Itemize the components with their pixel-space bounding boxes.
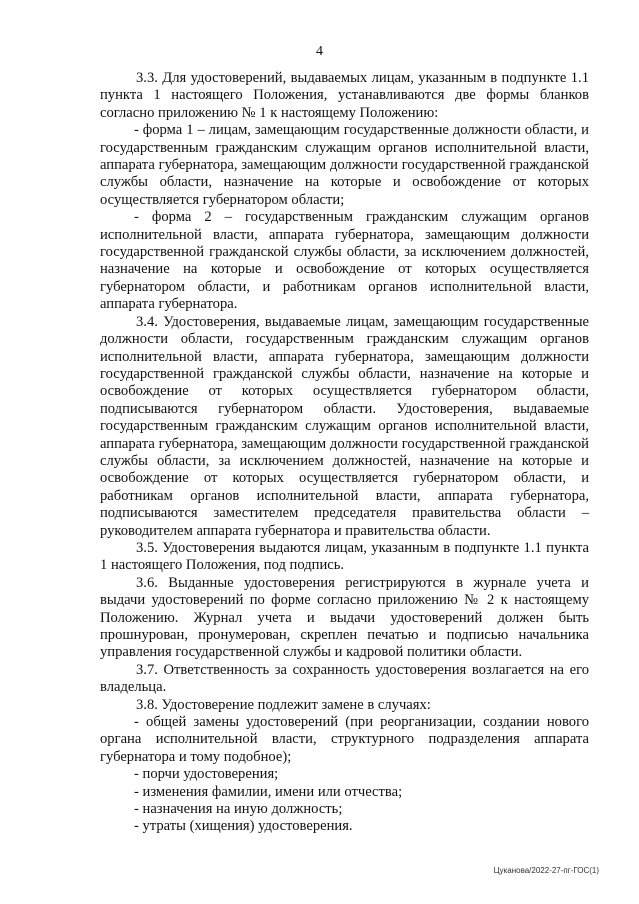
paragraph-3-3: 3.3. Для удостоверений, выдаваемых лицам, указанным в подпункте 1.1 пункта 1 настоящего Положения, устанавливаются две формы бланков согласно приложению № 1 к настоящему Положению: xyxy=(100,70,589,121)
paragraph-3-5: 3.5. Удостоверения выдаются лицам, указанным в подпункте 1.1 пункта 1 настоящего Положения, под подпись. xyxy=(100,539,589,574)
list-item-general-replacement: - общей замены удостоверений (при реорганизации, создании нового органа исполнительной власти, структурного подразделения аппарата губернатора и тому подобное); xyxy=(100,714,589,765)
list-item-loss: - утраты (хищения) удостоверения. xyxy=(134,818,353,835)
list-item-damage: - порчи удостоверения; xyxy=(134,766,279,783)
paragraph-3-4: 3.4. Удостоверения, выдаваемые лицам, замещающим государственные должности области, государственным гражданским служащим органов исполнительной власти, аппарата губернатора, замещающим должности государственной гражданской службы области, назначение на которые и освобождение от которых осуществляется губернатором области, подписываются губернатором области. Удостоверения, выдаваемые государственным гражданским служащим органов исполнительной власти, аппарата губернатора, замещающим должности государственной гражданской службы области, за исключением должностей, назначение на которые и освобождение от которых осуществляется губернатором области, и работникам органов исполнительной власти, аппарата губернатора, подписываются заместителем председателя правительства области – руководителем аппарата губернатора и правительства области. xyxy=(100,313,589,539)
paragraph-3-7: 3.7. Ответственность за сохранность удостоверения возлагается на его владельца. xyxy=(100,661,589,696)
document-body xyxy=(100,70,589,836)
paragraph-3-6: 3.6. Выданные удостоверения регистрируются в журнале учета и выдачи удостоверений по форме согласно приложению № 2 к настоящему Положению. Журнал учета и выдачи удостоверений должен быть прошнурован, пронумерован, скреплен печатью и подписью начальника управления государственной службы и кадровой политики области. xyxy=(100,574,589,661)
list-item-new-position: - назначения на иную должность; xyxy=(134,801,343,818)
page-number: 4 xyxy=(316,44,323,59)
list-item-form-1: - форма 1 – лицам, замещающим государственные должности области, и государственным гражданским служащим органов исполнительной власти, аппарата губернатора, замещающим должности государственной гражданской службы области, назначение на которые и освобождение от которых осуществляется губернатором области; xyxy=(100,122,589,208)
document-footer-code: Цуканова/2022-27-пг-ГОС(1) xyxy=(493,866,599,875)
list-item-name-change: - изменения фамилии, имени или отчества; xyxy=(134,783,403,800)
list-item-form-2: - форма 2 – государственным гражданским служащим органов исполнительной власти, аппарата губернатора, замещающим должности государственной гражданской службы области, за исключением должностей, назначение на которые и освобождение от которых осуществляется губернатором области, и работникам органов исполнительной власти, аппарата губернатора. xyxy=(100,209,589,313)
paragraph-3-8: 3.8. Удостоверение подлежит замене в случаях: xyxy=(136,696,431,713)
